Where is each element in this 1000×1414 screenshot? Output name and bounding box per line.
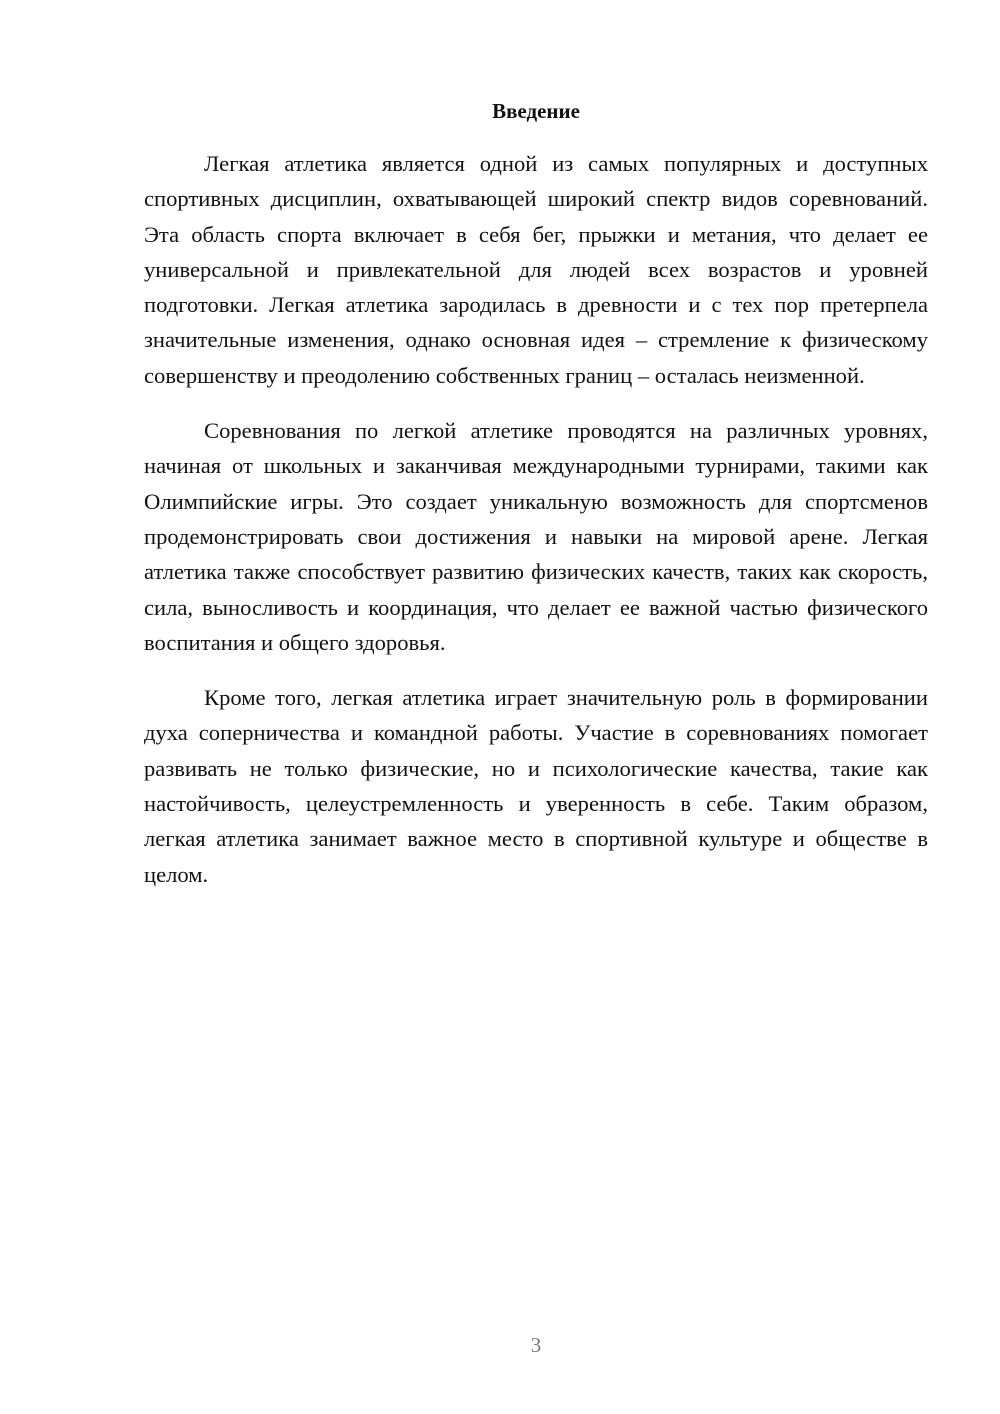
page-number: 3: [530, 1333, 542, 1357]
section-title: Введение: [492, 99, 580, 123]
page-content: [144, 96, 928, 912]
paragraph-3: Кроме того, легкая атлетика играет значительную роль в формировании духа соперничества и командной работы. Участие в соревнованиях помогает развивать не только физические, но и психологические качества, такие как настойчивость, целеустремленность и уверенность в себе. Таким образом, легкая атлетика занимает важное место в спортивной культуре и обществе в целом.: [144, 685, 928, 887]
paragraph-2: Соревнования по легкой атлетике проводятся на различных уровнях, начиная от школьных и заканчивая международными турнирами, такими как Олимпийские игры. Это создает уникальную возможность для спортсменов продемонстрировать свои достижения и навыки на мировой арене. Легкая атлетика также способствует развитию физических качеств, таких как скорость, сила, выносливость и координация, что делает ее важной частью физического воспитания и общего здоровья.: [144, 418, 928, 655]
paragraph-1: Легкая атлетика является одной из самых популярных и доступных спортивных дисциплин, охватывающей широкий спектр видов соревнований. Эта область спорта включает в себя бег, прыжки и метания, что делает ее универсальной и привлекательной для людей всех возрастов и уровней подготовки. Легкая атлетика зародилась в древности и с тех пор претерпела значительные изменения, однако основная идея – стремление к физическому совершенству и преодолению собственных границ – осталась неизменной.: [144, 151, 928, 388]
